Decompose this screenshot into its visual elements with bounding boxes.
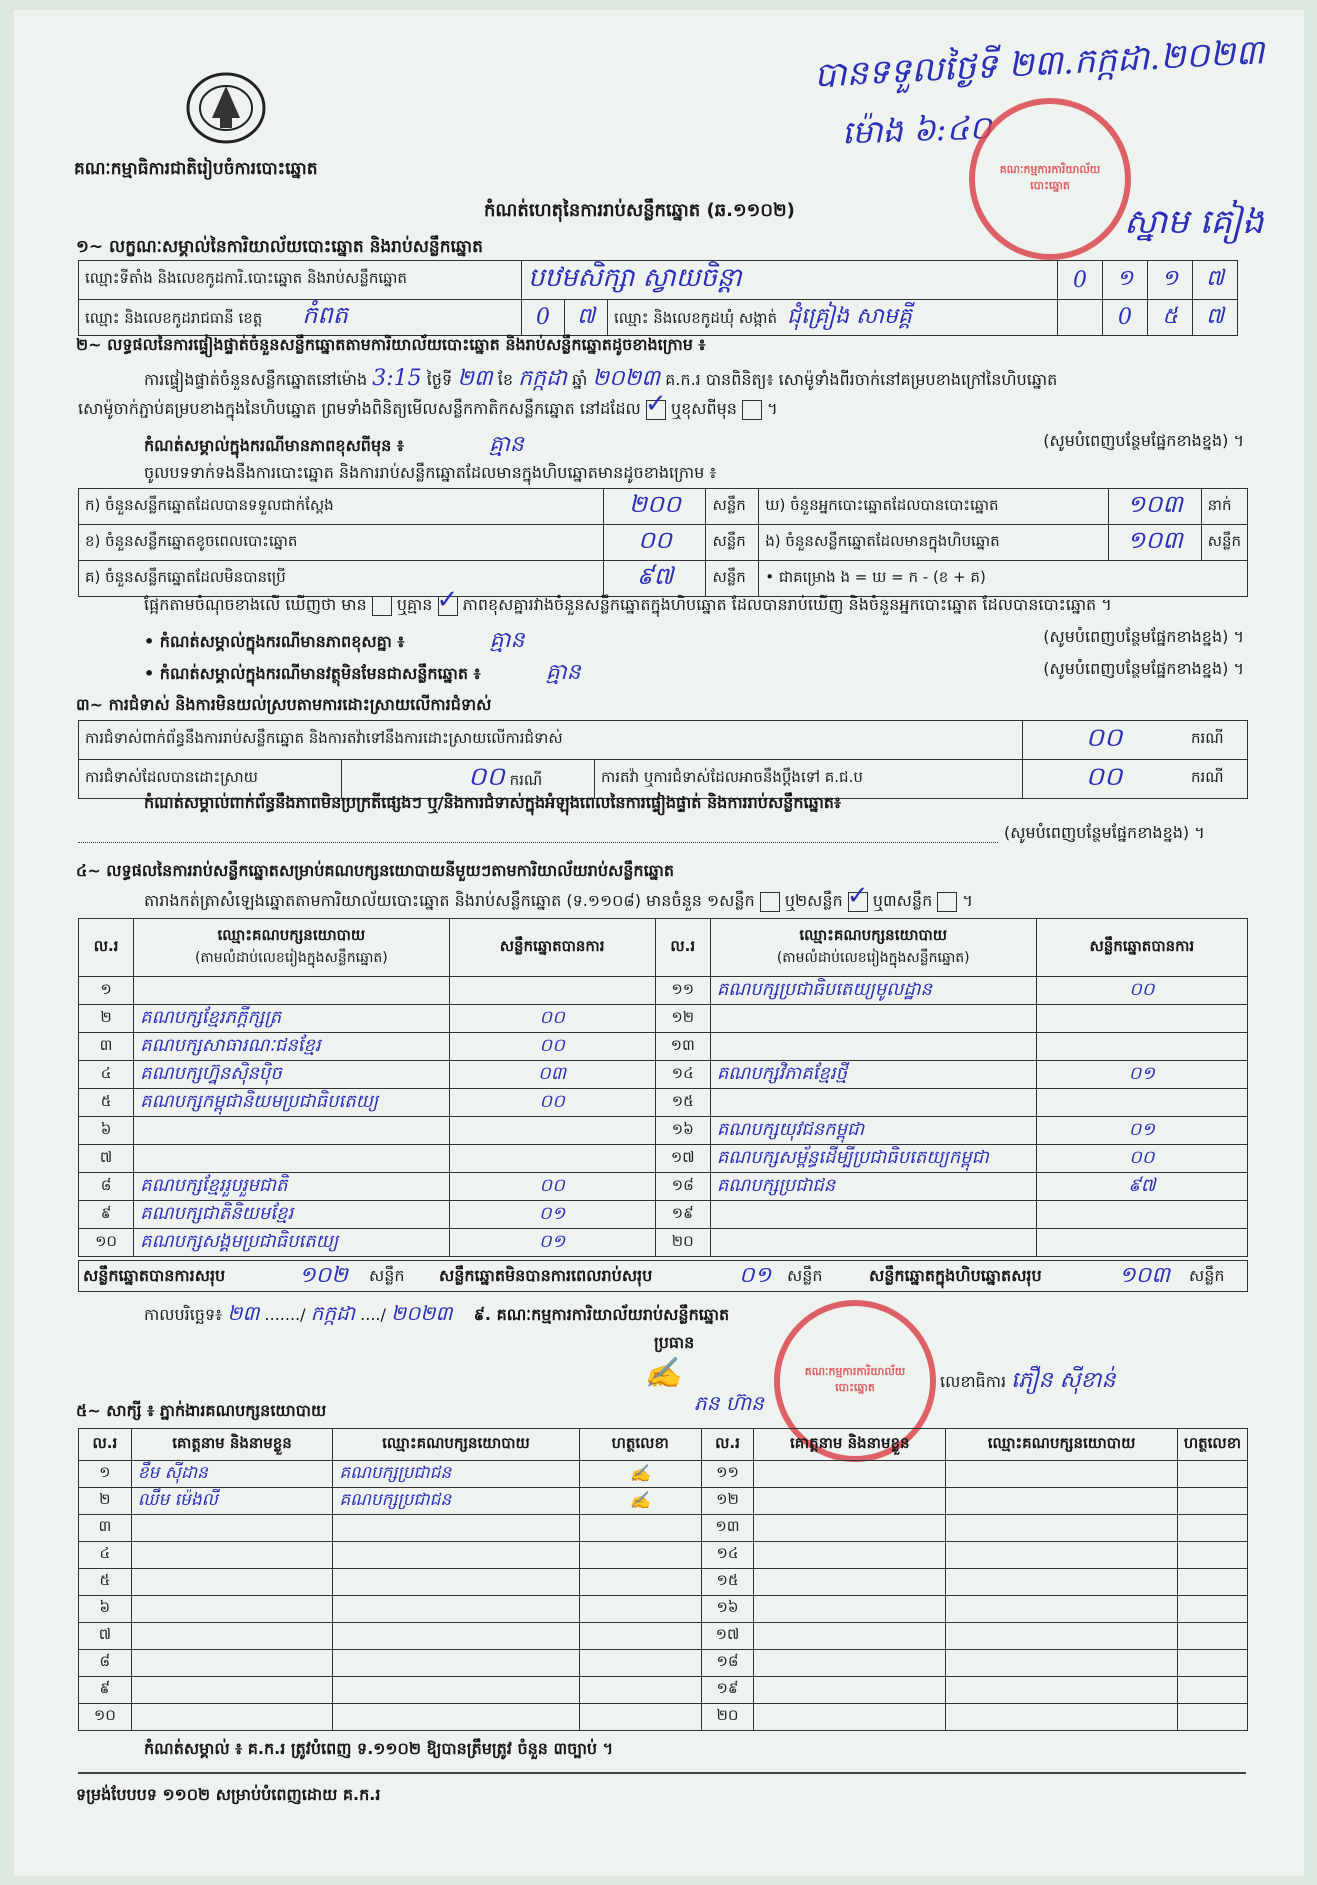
valid-total: ១០២ [299,1263,348,1288]
witness-no: ១០ [79,1704,132,1731]
party-name: គណបក្សកម្ពុជានិយមប្រជាធិបតេយ្យ [134,1089,449,1117]
party-name: គណបក្សយុវជនកម្ពុជា [710,1117,1036,1145]
witness-no: ៥ [79,1569,132,1596]
party-no: ៨ [79,1173,134,1201]
one-sheet-checkbox[interactable] [760,892,780,912]
witness-name [754,1515,946,1542]
witness-no: ១១ [701,1461,754,1488]
witness-party [946,1677,1178,1704]
witness-no: ១៦ [701,1596,754,1623]
table-row [79,1515,1248,1542]
table-row [79,1201,1248,1229]
party-no: ២០ [655,1229,710,1257]
party-name [710,1005,1036,1033]
party-votes: ៩៧ [1036,1173,1247,1201]
witness-party: គណបក្សប្រជាជន [333,1461,579,1488]
count-row-c: គ) ចំនួនសន្លឹកឆ្នោតដែលមិនបានប្រើ ៩៧ សន្លឹក • ជាគម្រោង ង = ឃ = ក - (ខ + គ) [79,561,1248,597]
witness-party: គណបក្សប្រជាជន [333,1488,579,1515]
witness-footnote: កំណត់សម្គាល់ ៖ គ.ក.រ ត្រូវបំពេញ ទ.១១០២ ឱ្យបានត្រឹមត្រូវ ចំនួន ៣ច្បាប់ ។ [144,1739,614,1758]
party-votes: ០១ [1036,1061,1247,1089]
table-row [79,1623,1248,1650]
witness-no: ៦ [79,1596,132,1623]
station-name-label: ឈ្មោះទីតាំង និងលេខកូដការិ.បោះឆ្នោត និងរាប់សន្លឹកឆ្នោត [79,261,522,300]
table-row [79,1229,1248,1257]
box-total: ១០៣ [1119,1263,1171,1288]
witness-no: ២០ [701,1704,754,1731]
section2-line1: ការផ្ទៀងផ្ទាត់ចំនួនសន្លឹកឆ្នោតនៅម៉ោង 3:15 ថ្ងៃទី ២៣ ខែ កក្កដា ឆ្នាំ ២០២៣ គ.ក.រ បានពិនិត្យ៖ សោម៉ូទាំងពីរចាក់នៅគម្របខាងក្រៅនៃហិបឆ្នោត [144,366,1058,391]
date-line: កាលបរិច្ឆេទ៖ ២៣ ......./ កក្កដា ..../ ២០២៣ ៩. គណៈកម្មការការិយាល័យរាប់សន្លឹកឆ្នោត [144,1301,730,1325]
province-code-1: 0 [522,300,565,336]
table-row [79,1569,1248,1596]
witness-name [754,1650,946,1677]
witness-party [946,1569,1178,1596]
bullet-foreign-object-note: • កំណត់សម្គាល់ក្នុងករណីមានវត្ថុមិនមែនជាសន្លឹកឆ្នោត ៖ គ្មាន (សូមបំពេញបន្ថែមផ្នែកខាងខ្នង) ។ [144,659,1244,685]
party-votes [1036,1033,1247,1061]
province-code-2: ៧ [565,300,608,336]
witness-party [333,1650,579,1677]
section5-heading: ៥~ សាក្សី ៖ ភ្នាក់ងារគណបក្សនយោបាយ [76,1401,327,1420]
witness-name [131,1515,333,1542]
party-no: ១១ [655,977,710,1005]
witness-signature [1177,1515,1247,1542]
party-name: គណបក្សហ្វ៊ុនស៊ិនប៉ិច [134,1061,449,1089]
party-no: ១៥ [655,1089,710,1117]
table-row [79,1704,1248,1731]
witness-no: ១៥ [701,1569,754,1596]
witness-signature: ✍ [579,1461,701,1488]
party-votes: ០០ [1036,977,1247,1005]
received-time: ម៉ោង ៦:៤០ [841,108,993,152]
party-name: គណបក្សប្រជាជន [710,1173,1036,1201]
witness-name [754,1677,946,1704]
witness-signature [579,1623,701,1650]
witness-signature [579,1677,701,1704]
witness-name [131,1650,333,1677]
invalid-total: ០១ [739,1263,772,1288]
table-row [79,1033,1248,1061]
party-name [710,1089,1036,1117]
witness-name [754,1623,946,1650]
section3-tail: (សូមបំពេញបន្ថែមផ្នែកខាងខ្នង) ។ [1004,823,1205,842]
witness-no: ១៤ [701,1542,754,1569]
witness-signature [579,1542,701,1569]
two-sheet-checkbox[interactable]: ✓ [846,880,869,911]
party-votes [449,977,655,1005]
table-row [79,1005,1248,1033]
witness-no: ៤ [79,1542,132,1569]
witness-signature [579,1596,701,1623]
form-footer: ទម្រង់បែបបទ ១១០២ សម្រាប់បំពេញដោយ គ.ក.រ [76,1785,381,1804]
witness-signature [1177,1461,1247,1488]
party-votes: ០០ [1036,1145,1247,1173]
party-votes: ០៣ [449,1061,655,1089]
station-info-table [78,260,1238,336]
witness-signature [1177,1596,1247,1623]
party-votes [449,1117,655,1145]
witness-name: ឈឹម ម៉េងលី [131,1488,333,1515]
witness-signature [579,1515,701,1542]
no-difference-checkbox[interactable]: ✓ [436,584,459,615]
witness-no: ១៧ [701,1623,754,1650]
received-note: បានទទួលថ្ងៃទី ២៣.កក្កដា.២០២៣ [813,32,1266,96]
same-checkbox[interactable]: ✓ [644,388,667,419]
party-name [134,977,449,1005]
witness-signature [579,1704,701,1731]
witness-party [333,1569,579,1596]
party-no: ១៣ [655,1033,710,1061]
witness-no: ៧ [79,1623,132,1650]
section1-heading: ១~ លក្ខណៈសម្គាល់នៃការិយាល័យបោះឆ្នោត និងរាប់សន្លឹកឆ្នោត [76,237,483,257]
party-name: គណបក្សប្រជាធិបតេយ្យមូលដ្ឋាន [710,977,1036,1005]
commune-code-3: ៧ [1193,300,1238,336]
official-stamp-top: គណៈកម្មការការិយាល័យបោះឆ្នោត [969,98,1131,260]
witness-no: ១៩ [701,1677,754,1704]
witness-party [946,1650,1178,1677]
witness-signature [1177,1650,1247,1677]
witness-no: ២ [79,1488,132,1515]
secretary-line: លេខាធិការ ភឿន ស៊ីខាន់ [940,1368,1116,1393]
diff-note-line: កំណត់សម្គាល់ក្នុងករណីមានភាពខុសពីមុន ៖ គ្មាន (សូមបំពេញបន្ថែមផ្នែកខាងខ្នង) ។ [144,431,1244,457]
form-page [14,10,1304,1876]
witness-signature [1177,1623,1247,1650]
party-votes [449,1145,655,1173]
commune-label: ឈ្មោះ និងលេខកូដឃុំ សង្កាត់ ជុំគ្រៀង សាមគ្គី [608,300,1058,336]
party-no: ១៤ [655,1061,710,1089]
party-name: គណបក្សខ្មែររួបរួមជាតិ [134,1173,449,1201]
commune-value: ជុំគ្រៀង សាមគ្គី [786,303,912,329]
party-name [710,1033,1036,1061]
party-name [134,1145,449,1173]
party-votes: ០០ [449,1005,655,1033]
party-no: ៤ [79,1061,134,1089]
witness-name [754,1596,946,1623]
nec-emblem-icon [182,68,270,148]
witness-signature [579,1569,701,1596]
station-code-2: ១ [1103,261,1148,300]
party-votes [1036,1201,1247,1229]
witness-party [333,1596,579,1623]
witness-party [333,1704,579,1731]
party-votes: ០១ [449,1229,655,1257]
witness-signature [1177,1542,1247,1569]
party-name: គណបក្សសង្គមប្រជាធិបតេយ្យ [134,1229,449,1257]
party-no: ១២ [655,1005,710,1033]
witness-name [131,1677,333,1704]
witness-no: ១៨ [701,1650,754,1677]
party-votes: ០០ [449,1173,655,1201]
witness-name [131,1704,333,1731]
witness-party [333,1677,579,1704]
party-results-table: ល.រ ឈ្មោះគណបក្សនយោបាយ (តាមលំដាប់លេខរៀងក្នុងសន្លឹកឆ្នោត) សន្លឹកឆ្នោតបានការ ល.រ ឈ្មោះគណបក្សនយោបាយ (តាមលំដាប់លេខរៀងក្នុងសន្លឹកឆ្នោត) សន្លឹកឆ្នោតបានការ ១ ១១ គណបក្សប្រជាធិបតេយ្យមូលដ្ឋាន ០០ ២ គណបក្សខ្មែរភក្តីក្សត្រ ០០ ១២ ៣ គណបក្សសាធារណៈជនខ្មែរ ០០ ១៣ ៤ គណបក្សហ្វ៊ុនស៊ិនប៉ិច ០៣ ១៤ គណបក្សវិភាគខ្មែរថ្មី ០១ ៥ គណបក្សកម្ពុជានិយមប្រជាធិបតេយ្យ ០០ ១៥ ៦ ១៦ គណបក្សយុវជនកម្ពុជា ០១ ៧ ១៧ គណបក្សសម្ព័ន្ធដើម្បីប្រជាធិបតេយ្យកម្ពុជា ០០ ៨ គណបក្សខ្មែររួបរួមជាតិ ០០ ១៨ គណបក្សប្រជាជន ៩៧ ៩ គណបក្សជាតិនិយមខ្មែរ ០១ ១៩ ១០ គណបក្សសង្គមប្រជាធិបតេយ្យ ០១ ២០ [78,918,1248,1257]
witness-no: ៨ [79,1650,132,1677]
receiver-signature: ស្នាម គៀង [1124,202,1264,242]
table-row [79,1596,1248,1623]
station-name-value: បឋមសិក្សា ស្វាយចិន្តា [522,261,1058,300]
party-name [710,1229,1036,1257]
party-no: ៧ [79,1145,134,1173]
party-name [710,1201,1036,1229]
witness-party [946,1488,1178,1515]
party-no: ៦ [79,1117,134,1145]
chair-signature: ✍ [644,1356,682,1391]
witness-party [333,1515,579,1542]
table-row [79,1677,1248,1704]
table-row [79,1461,1248,1488]
party-votes [1036,1229,1247,1257]
party-votes [1036,1005,1247,1033]
three-sheet-checkbox[interactable] [937,892,957,912]
section3-heading: ៣~ ការជំទាស់ និងការមិនយល់ស្របតាមការដោះស្រាយលើការជំទាស់ [76,695,492,714]
has-difference-checkbox[interactable] [372,596,392,616]
witness-name [754,1569,946,1596]
witness-table: ល.រ គោត្តនាម និងនាមខ្លួន ឈ្មោះគណបក្សនយោបាយ ហត្ថលេខា ល.រ គោត្តនាម និងនាមខ្លួន ឈ្មោះគណបក្សនយោបាយ ហត្ថលេខា ១ ខឹម ស៊ីដាន គណបក្សប្រជាជន ✍ ១១ ២ ឈឹម ម៉េងលី គណបក្សប្រជាជន ✍ ១២ ៣ ១៣ ៤ ១៤ ៥ ១៥ ៦ ១៦ ៧ ១៧ ៨ ១៨ ៩ ១៩ ១០ ២០ [78,1428,1248,1731]
party-votes [1036,1089,1247,1117]
party-no: ១៦ [655,1117,710,1145]
party-no: ៩ [79,1201,134,1229]
witness-signature [1177,1569,1247,1596]
commune-code-2: ៥ [1148,300,1193,336]
party-name: គណបក្សវិភាគខ្មែរថ្មី [710,1061,1036,1089]
witness-party [946,1623,1178,1650]
party-name: គណបក្សខ្មែរភក្តីក្សត្រ [134,1005,449,1033]
section4-intro: តារាងកត់ត្រាសំឡេងឆ្នោតតាមការិយាល័យបោះឆ្នោត និងរាប់សន្លឹកឆ្នោត (ទ.១១០៨) មានចំនួន ១សន្លឹក ឬ២សន្លឹក ✓ ឬ៣សន្លឹក ។ [144,880,973,911]
table-row [79,1488,1248,1515]
party-name: គណបក្សជាតិនិយមខ្មែរ [134,1201,449,1229]
table-row [79,1542,1248,1569]
witness-no: ៩ [79,1677,132,1704]
witness-signature [1177,1704,1247,1731]
party-no: ១៧ [655,1145,710,1173]
witness-name [754,1488,946,1515]
province-value: កំពត [302,301,348,329]
witness-party [333,1623,579,1650]
bullet-difference-note: • កំណត់សម្គាល់ក្នុងករណីមានភាពខុសគ្នា ៖ គ្មាន (សូមបំពេញបន្ថែមផ្នែកខាងខ្នង) ។ [144,627,1244,653]
witness-name: ខឹម ស៊ីដាន [131,1461,333,1488]
witness-signature: ✍ [579,1488,701,1515]
chair-label: ប្រធាន [654,1333,695,1352]
party-no: ១៨ [655,1173,710,1201]
witness-name [131,1596,333,1623]
witness-no: ១២ [701,1488,754,1515]
count-row-a: ក) ចំនួនសន្លឹកឆ្នោតដែលបានទទួលជាក់ស្តែង ២០០ សន្លឹក ឃ) ចំនួនអ្នកបោះឆ្នោតដែលបានបោះឆ្នោត ១០៣ នាក់ [79,489,1248,525]
party-votes: ០០ [449,1033,655,1061]
station-code-3: ១ [1148,261,1193,300]
party-no: ១៩ [655,1201,710,1229]
witness-name [754,1704,946,1731]
complaints-table: ការជំទាស់ពាក់ព័ន្ធនឹងការរាប់សន្លឹកឆ្នោត និងការតវ៉ាទៅនឹងការដោះស្រាយលើការជំទាស់ ០០ ករណី ការជំទាស់ដែលបានដោះស្រាយ ០០ ករណី ការតវ៉ា ឬការជំទាស់ដែលអាចនឹងប្តឹងទៅ គ.ជ.ប ០០ ករណី [78,720,1248,799]
party-votes: ០០ [449,1089,655,1117]
section2-heading: ២~ លទ្ធផលនៃការផ្ទៀងផ្ទាត់ចំនួនសន្លឹកឆ្នោតតាមការិយាល័យបោះឆ្នោត និងរាប់សន្លឹកឆ្នោតដូចខាងក្រោម ៖ [76,335,706,354]
station-code-4: ៧ [1193,261,1238,300]
witness-party [946,1542,1178,1569]
table-row [79,1145,1248,1173]
witness-no: ១ [79,1461,132,1488]
ballot-count-table [78,488,1248,597]
witness-name [131,1542,333,1569]
witness-party [946,1461,1178,1488]
party-name: គណបក្សសាធារណៈជនខ្មែរ [134,1033,449,1061]
witness-signature [1177,1488,1247,1515]
table-row [79,1173,1248,1201]
witness-party [946,1596,1178,1623]
party-no: ១ [79,977,134,1005]
party-no: ២ [79,1005,134,1033]
table-row [79,1061,1248,1089]
table-row [79,977,1248,1005]
province-label: ឈ្មោះ និងលេខកូដរាជធានី ខេត្ត កំពត [79,300,522,336]
org-name: គណៈកម្មាធិការជាតិរៀបចំការបោះឆ្នោត [74,159,318,179]
witness-signature [579,1650,701,1677]
witness-name [754,1542,946,1569]
chair-name: ភន ហ៊ាន [694,1391,764,1415]
station-code-1: 0 [1058,261,1103,300]
witness-signature [1177,1677,1247,1704]
party-no: ៥ [79,1089,134,1117]
totals-row: សន្លឹកឆ្នោតបានការសរុប ១០២ សន្លឹក សន្លឹកឆ្នោតមិនបានការពេលរាប់សរុប ០១ សន្លឹក សន្លឹកឆ្នោតក្នុងហិបឆ្នោតសរុប ១០៣ សន្លឹក [78,1260,1248,1292]
party-name [134,1117,449,1145]
party-votes: ០១ [449,1201,655,1229]
witness-party [946,1515,1178,1542]
party-votes: ០១ [1036,1117,1247,1145]
party-no: ៣ [79,1033,134,1061]
count-row-b: ខ) ចំនួនសន្លឹកឆ្នោតខូចពេលបោះឆ្នោត ០០ សន្លឹក ង) ចំនួនសន្លឹកឆ្នោតដែលមានក្នុងហិបឆ្នោត ១០៣ សន្លឹក [79,525,1248,561]
discrepancy-line: ផ្អែកតាមចំណុចខាងលើ ឃើញថា មាន ឬគ្មាន ✓ ភាពខុសគ្នារវាងចំនួនសន្លឹកឆ្នោតក្នុងហិបឆ្នោត ដែលបានរាប់ឃើញ និងចំនួនអ្នកបោះឆ្នោត ដែលបានបោះឆ្នោត ។ [144,584,1112,615]
irregularities-note: កំណត់សម្គាល់ពាក់ព័ន្ធនឹងភាពមិនប្រក្រតីផ្សេងៗ ឬ/និងការជំទាស់ក្នុងអំឡុងពេលនៃការផ្ទៀងផ្ទាត់ និងការរាប់សន្លឹកឆ្នោត៖ [144,793,841,812]
section2-line2: សោម៉ូចាក់ភ្ជាប់គម្របខាងក្នុងនៃហិបឆ្នោត ព្រមទាំងពិនិត្យមើលសន្លឹកកាតិកសន្លឹកឆ្នោត នៅដដែល ✓ ឬខុសពីមុន ។ [78,388,778,419]
table-row [79,1117,1248,1145]
witness-party [333,1542,579,1569]
witness-no: ១៣ [701,1515,754,1542]
witness-name [754,1461,946,1488]
table-row [79,1089,1248,1117]
party-no: ១០ [79,1229,134,1257]
table-row [79,1650,1248,1677]
different-checkbox[interactable] [742,400,762,420]
witness-party [946,1704,1178,1731]
form-title: កំណត់ហេតុនៃការរាប់សន្លឹកឆ្នោត (ឆ.១១០២) [484,200,795,221]
witness-name [131,1569,333,1596]
section4-heading: ៤~ លទ្ធផលនៃការរាប់សន្លឹកឆ្នោតសម្រាប់គណបក្សនយោបាយនីមួយៗតាមការិយាល័យរាប់សន្លឹកឆ្នោត [76,861,675,880]
commune-code-1: 0 [1103,300,1148,336]
section2-intro: ចូលបទទាក់ទងនឹងការបោះឆ្នោត និងការរាប់សន្លឹកឆ្នោតដែលមានក្នុងហិបឆ្នោតមានដូចខាងក្រោម ៖ [144,463,717,482]
witness-no: ៣ [79,1515,132,1542]
party-name: គណបក្សសម្ព័ន្ធដើម្បីប្រជាធិបតេយ្យកម្ពុជា [710,1145,1036,1173]
official-stamp-bottom: គណៈកម្មការការិយាល័យបោះឆ្នោត [774,1300,936,1462]
witness-name [131,1623,333,1650]
